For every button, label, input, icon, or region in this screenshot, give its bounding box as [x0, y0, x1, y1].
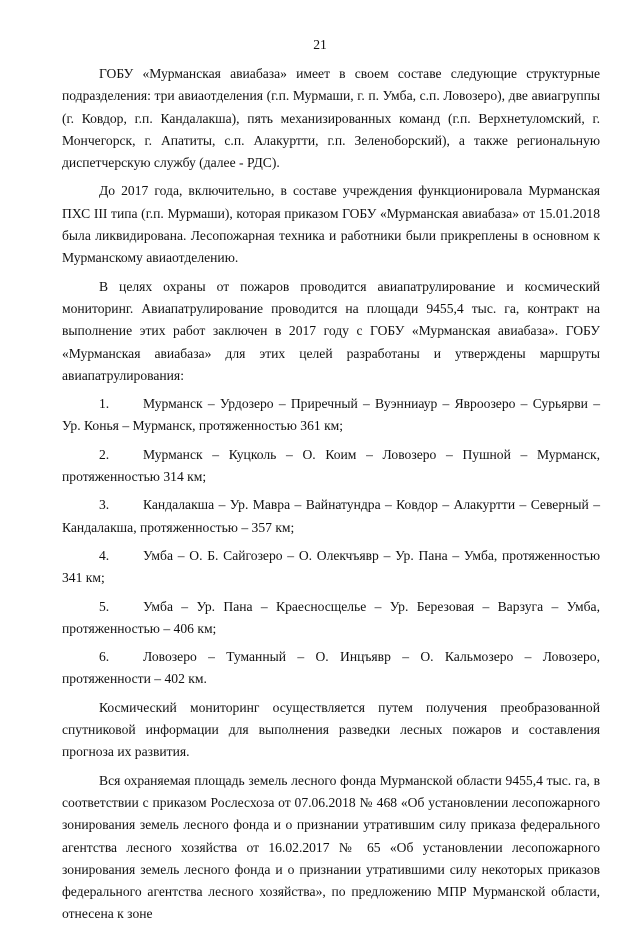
route-number: 1. [99, 396, 110, 412]
route-number: 5. [99, 598, 110, 614]
paragraph-zoning: Вся охраняемая площадь земель лесного фонда Мурманской области 9455,4 тыс. га, в соответствии с приказом Рослесхоза от 07.06.2018 № 468 «Об установлении лесопожарного зонирования земель лесного фонда и о признании утратившим силу приказа федерального агентства лесного хозяйства от 16.02.2017 № 65 «Об установлении лесопожарного зонирования земель лесного фонда и о признании утратившими силу некоторых приказов федерального агентства лесного хозяйства», по предложению МПР Мурманской области, отнесена к зоне [62, 772, 600, 922]
route-text: Умба – Ур. Пана – Краесносщелье – Ур. Березовая – Варзуга – Умба, протяженностью – 406 км; [62, 598, 600, 636]
paragraph-structure: ГОБУ «Мурманская авиабаза» имеет в своем составе следующие структурные подразделения: три авиаотделения (г.п. Мурмаши, г. п. Умба, с.п. Ловозеро), две авиагруппы (г. Ковдор, г.п. Кандалакша), пять механизированных команд (г.п. Верхнетуломский, г. Мончегорск, г. Апатиты, с.п. Алакуртти, г.п. Зеленоборский), а также региональную диспетчерскую службу (далее - РДС). [62, 66, 600, 171]
route-item [62, 596, 600, 641]
route-number: 3. [99, 497, 110, 513]
route-item [62, 393, 600, 438]
route-text: Умба – О. Б. Сайгозеро – О. Олекчъявр – Ур. Пана – Умба, протяженностью 341 км; [62, 547, 600, 586]
route-text: Кандалакша – Ур. Мавра – Вайнатундра – Ковдор – Алакуртти – Северный – Кандалакша, протяженностью – 357 км; [62, 497, 600, 535]
route-text: Ловозеро – Туманный – О. Инцъявр – О. Кальмозеро – Ловозеро, протяженности – 402 км. [62, 649, 600, 687]
route-item [62, 444, 600, 489]
route-item [62, 646, 600, 691]
route-text: Мурманск – Урдозеро – Приречный – Вуэнниаур – Явроозеро – Сурьярви – Ур. Конья – Мурманск, протяженностью 361 км; [62, 396, 600, 434]
route-text: Мурманск – Куцколь – О. Коим – Ловозеро – Пушной – Мурманск, протяженностью 314 км; [62, 446, 600, 485]
route-item [62, 494, 600, 539]
paragraph-monitoring: Космический мониторинг осуществляется путем получения преобразованной спутниковой информации для выполнения разведки лесных пожаров и составления прогноза их развития. [62, 699, 600, 760]
document-body [62, 63, 600, 926]
page-number: 21 [313, 37, 327, 52]
route-number: 4. [99, 547, 110, 563]
paragraph-history: До 2017 года, включительно, в составе учреждения функционировала Мурманская ПХС III типа (г.п. Мурмаши), которая приказом ГОБУ «Мурманская авиабаза» от 15.01.2018 была ликвидирована. Лесопожарная техника и работники были прикреплены в основном к Мурманскому авиаотделению. [62, 183, 600, 266]
paragraph-patrol: В целях охраны от пожаров проводится авиапатрулирование и космический мониторинг. Авиапатрулирование проводится на площади 9455,4 тыс. га, контракт на выполнение этих работ заключен в 2017 году с ГОБУ «Мурманская авиабаза». ГОБУ «Мурманская авиабаза» для этих целей разработаны и утверждены маршруты авиапатрулирования: [62, 278, 600, 383]
route-item [62, 545, 600, 590]
route-number: 6. [99, 649, 110, 665]
route-number: 2. [99, 446, 110, 462]
